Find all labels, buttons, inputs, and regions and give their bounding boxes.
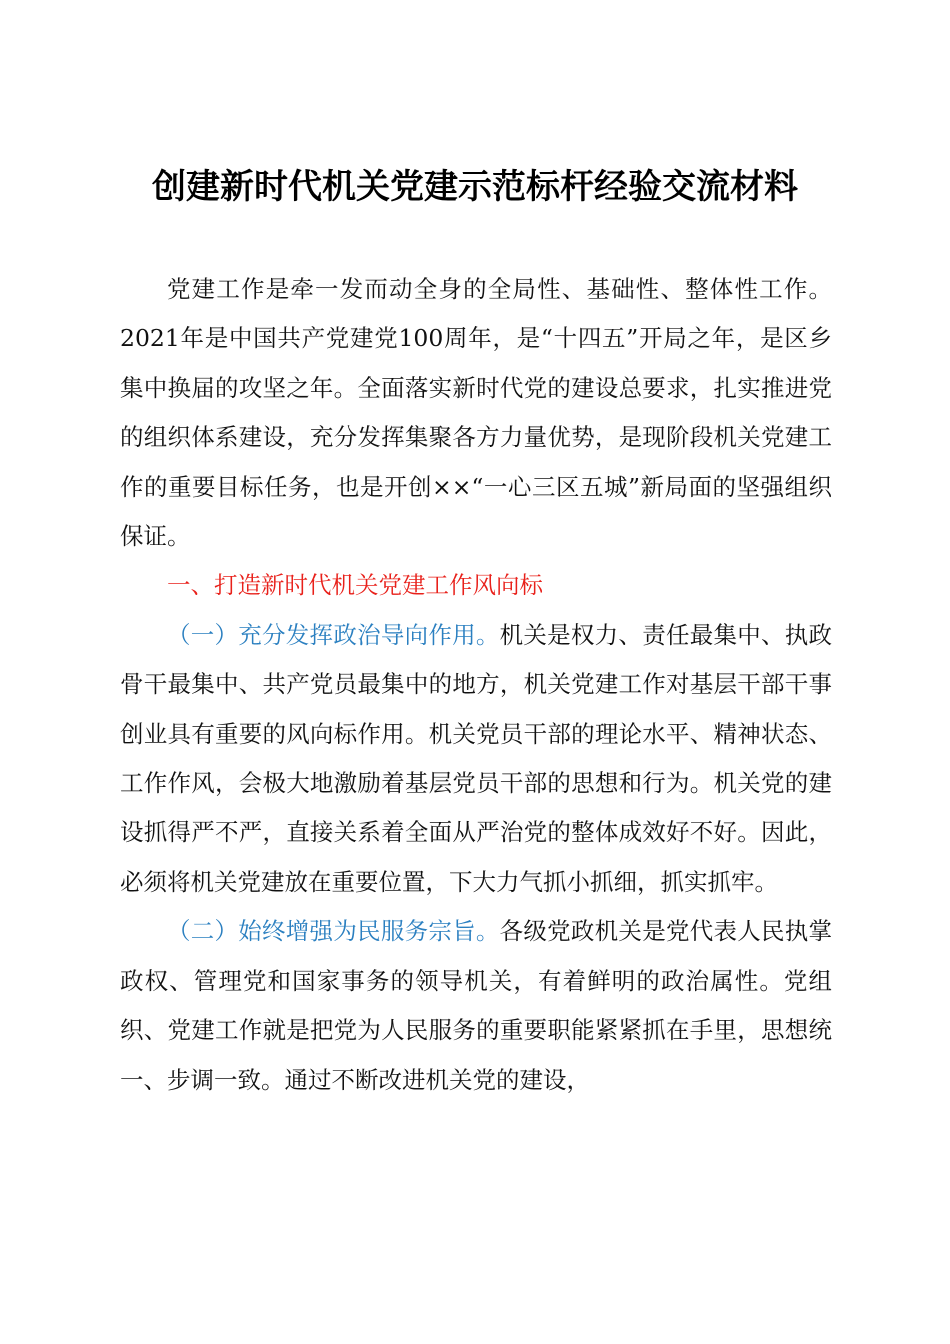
section-heading: [120, 561, 832, 610]
section-heading-text: 一、打造新时代机关党建工作风向标: [167, 571, 543, 600]
document-body: [120, 265, 832, 1105]
paragraph-text-2: 各级党政机关是党代表人民执掌政权、管理党和国家事务的领导机关，有着鲜明的政治属性。党组织、党建工作就是把党为人民服务的重要职能紧紧抓在手里，思想统一、步调一致。通过不断改进机关党的建设，: [120, 917, 833, 1094]
paragraph-item-1: [120, 611, 832, 907]
paragraph-item-2: [120, 907, 832, 1105]
sub-heading-1: （一）充分发挥政治导向作用。: [167, 620, 500, 649]
intro-paragraph: 党建工作是牵一发而动全身的全局性、基础性、整体性工作。2021年是中国共产党建党100周年，是“十四五”开局之年，是区乡集中换届的攻坚之年。全面落实新时代党的建设总要求，扎实推进党的组织体系建设，充分发挥集聚各方力量优势，是现阶段机关党建工作的重要目标任务，也是开创××“一心三区五城”新局面的坚强组织保证。: [120, 275, 832, 551]
document-title: 创建新时代机关党建示范标杆经验交流材料: [152, 167, 798, 207]
sub-heading-2: （二）始终增强为民服务宗旨。: [167, 917, 500, 946]
paragraph-text-1: 机关是权力、责任最集中、执政骨干最集中、共产党员最集中的地方，机关党建工作对基层干部干事创业具有重要的风向标作用。机关党员干部的理论水平、精神状态、工作作风，会极大地激励着基层党员干部的思想和行为。机关党的建设抓得严不严，直接关系着全面从严治党的整体成效好不好。因此，必须将机关党建放在重要位置，下大力气抓小抓细，抓实抓牢。: [120, 620, 833, 896]
